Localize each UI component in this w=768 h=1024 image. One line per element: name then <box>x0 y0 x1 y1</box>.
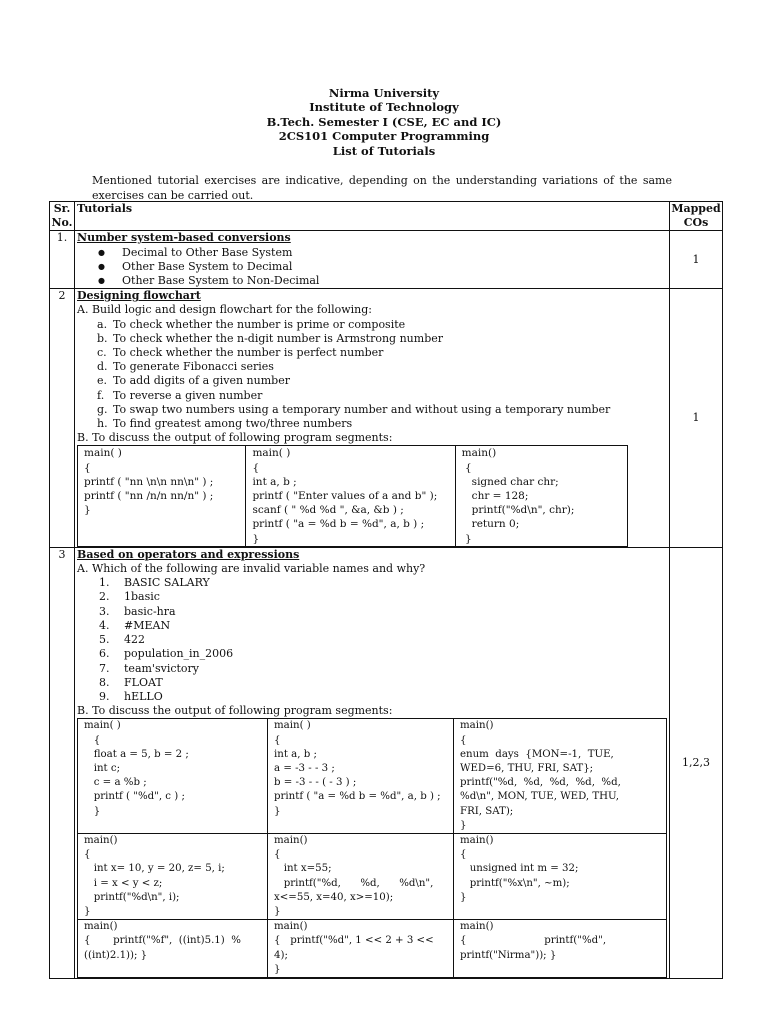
alpha-list <box>77 318 667 432</box>
list-item: e. To add digits of a given number <box>97 374 290 388</box>
list-item: f. To reverse a given number <box>97 388 263 402</box>
list-item: ● Other Base System to Decimal <box>122 260 667 274</box>
table-row <box>50 289 723 548</box>
row-title: Based on operators and expressions <box>77 547 300 561</box>
table-row <box>50 231 723 289</box>
header-tutorials: Tutorials <box>75 202 670 231</box>
code-segment: main() { signed char chr; chr = 128; printf("%d\n", chr); return 0; } <box>455 446 627 546</box>
document-header <box>0 86 768 158</box>
list-item: ● Decimal to Other Base System <box>122 246 667 260</box>
list-item: h. To find greatest among two/three numbers <box>97 417 353 431</box>
code-segment: main( ) { float a = 5, b = 2 ; int c; c = a %b ; printf ( "%d", c ) ; } <box>78 719 268 834</box>
code-segment: main() { int x=55; printf("%d, %d, %d\n", x<=55, x=40, x>=10); } <box>268 833 454 919</box>
list-item: 7. team'svictory <box>99 661 200 675</box>
code-segment: main( ) { int a, b ; a = -3 - - 3 ; b = -3 - - ( - 3 ) ; printf ( "a = %d b = %d", a, b ) ; } <box>268 719 454 834</box>
code-row <box>78 833 667 919</box>
list-item: 8. FLOAT <box>99 675 163 689</box>
code-row <box>78 719 667 834</box>
part-a-text: A. Build logic and design flowchart for the following: <box>77 303 373 317</box>
list-item: 5. 422 <box>99 633 146 647</box>
row-sr-no: 3 <box>50 547 75 978</box>
list-item: d. To generate Fibonacci series <box>97 360 274 374</box>
row-sr-no: 1. <box>50 231 75 289</box>
row-cos: 1 <box>670 289 723 548</box>
row-content <box>75 231 670 289</box>
code-segment: main() { unsigned int m = 32; printf("%x\n", ~m); } <box>454 833 667 919</box>
code-row <box>78 920 667 978</box>
header-mapped-cos: Mapped COs <box>671 202 721 230</box>
list-item: a. To check whether the number is prime or composite <box>97 317 406 331</box>
row-content <box>75 289 670 548</box>
list-item: 4. #MEAN <box>99 618 171 632</box>
row-title: Designing flowchart <box>77 289 201 303</box>
institute-name: Institute of Technology <box>309 100 459 115</box>
university-name: Nirma University <box>328 86 440 100</box>
code-segments-table <box>77 445 628 546</box>
list-item: g. To swap two numbers using a temporary number and without using a temporary number <box>97 402 611 416</box>
list-item: 2. 1basic <box>99 590 160 604</box>
row-sr-no: 2 <box>50 289 75 548</box>
code-segment: main() { printf("%d", printf("Nirma")); } <box>454 920 667 978</box>
part-a-text: A. Which of the following are invalid variable names and why? <box>77 562 426 576</box>
numbered-list <box>77 576 667 704</box>
code-segment: main() { printf("%f", ((int)5.1) % ((int)2.1)); } <box>78 920 268 978</box>
code-segment: main() { printf("%d", 1 << 2 + 3 << 4); } <box>268 920 454 978</box>
part-b-text: B. To discuss the output of following program segments: <box>77 431 393 445</box>
code-segment: main( ) { int a, b ; printf ( "Enter values of a and b" ); scanf ( " %d %d ", &a, &b ) ; printf ( "a = %d b = %d", a, b ) ; } <box>246 446 455 546</box>
list-item: 9. hELLO <box>99 689 163 703</box>
program-name: B.Tech. Semester I (CSE, EC and IC) <box>266 114 502 129</box>
header-sr-no: Sr. No. <box>51 202 73 230</box>
code-segment: main() { enum days {MON=-1, TUE, WED=6, THU, FRI, SAT}; printf("%d, %d, %d, %d, %d, %d\n", MON, TUE, WED, THU, FRI, SAT); } <box>454 719 667 834</box>
row-cos: 1 <box>670 231 723 289</box>
table-header-row <box>50 202 723 231</box>
row-cos: 1,2,3 <box>670 547 723 978</box>
code-segments-table <box>77 718 667 978</box>
code-segment: main( ) { printf ( "nn \n\n nn\n" ) ; printf ( "nn /n/n nn/n" ) ; } <box>78 446 246 546</box>
document-title: List of Tutorials <box>332 143 436 158</box>
list-item: c. To check whether the number is perfect number <box>97 346 384 360</box>
intro-paragraph: Mentioned tutorial exercises are indicative, depending on the understanding variations of the same exercises can be carried out. <box>92 174 672 202</box>
list-item: 6. population_in_2006 <box>99 647 234 661</box>
code-row <box>78 446 628 546</box>
list-item: ● Other Base System to Non-Decimal <box>122 274 667 288</box>
row-title: Number system-based conversions <box>77 231 291 245</box>
list-item: 3. basic-hra <box>99 604 176 618</box>
list-item: 1. BASIC SALARY <box>99 576 210 590</box>
code-segment: main() { int x= 10, y = 20, z= 5, i; i = x < y < z; printf("%d\n", i); } <box>78 833 268 919</box>
bullet-list <box>77 246 667 289</box>
tutorials-table <box>49 201 723 979</box>
part-b-text: B. To discuss the output of following program segments: <box>77 704 393 718</box>
row-content <box>75 547 670 978</box>
course-name: 2CS101 Computer Programming <box>278 129 490 144</box>
list-item: b. To check whether the n-digit number is Armstrong number <box>97 331 443 345</box>
table-row <box>50 547 723 978</box>
